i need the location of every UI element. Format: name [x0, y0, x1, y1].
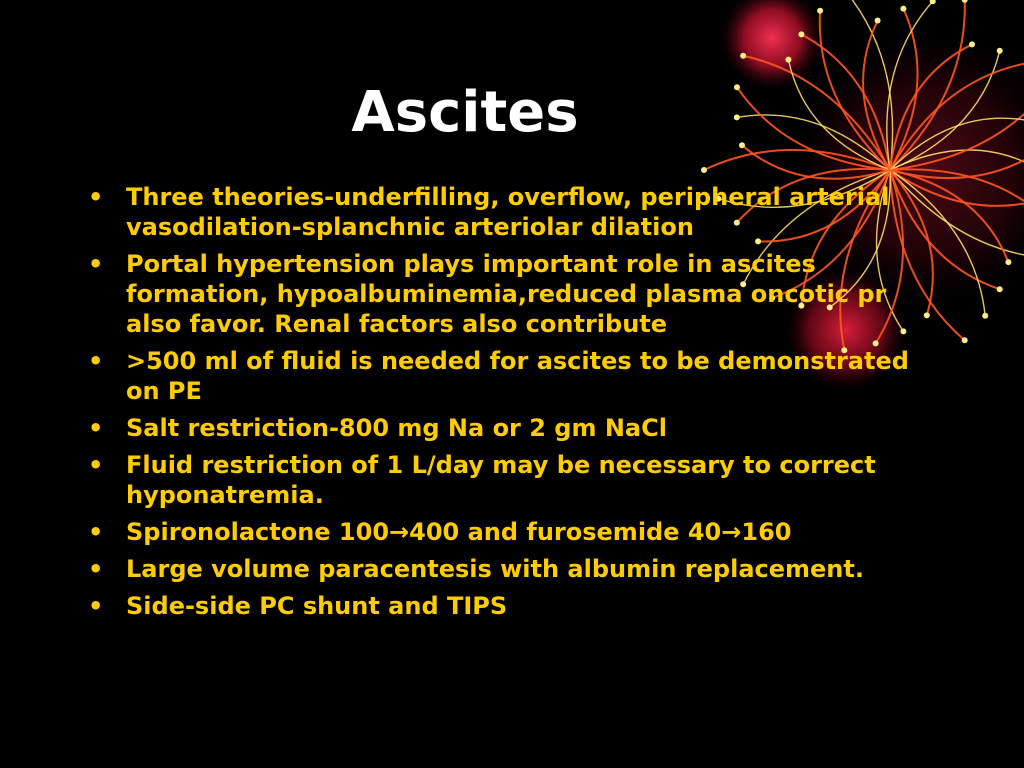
bullet-text: Portal hypertension plays important role in ascites formation, hypoalbuminemia,reduced plasma oncotic pr also favor. Renal factors also contribute	[126, 250, 887, 338]
bullet-text: Salt restriction-800 mg Na or 2 gm NaCl	[126, 414, 667, 442]
list-item	[86, 249, 936, 339]
list-item	[86, 517, 936, 547]
bullet-icon: •	[88, 451, 104, 479]
firework-spark	[785, 57, 791, 63]
firework-spark	[969, 41, 975, 47]
list-item	[86, 554, 936, 584]
list-item	[86, 450, 936, 510]
firework-spark	[997, 286, 1003, 292]
bullet-list	[86, 182, 936, 628]
firework-spark	[875, 18, 881, 24]
bullet-icon: •	[88, 555, 104, 583]
firework-spark	[798, 31, 804, 37]
firework-spark	[1005, 259, 1011, 265]
list-item	[86, 346, 936, 406]
bullet-icon: •	[88, 414, 104, 442]
firework-spark	[997, 48, 1003, 54]
bullet-icon: •	[88, 592, 104, 620]
firework-spark	[900, 6, 906, 12]
bullet-text: Side-side PC shunt and TIPS	[126, 592, 508, 620]
bullet-icon: •	[88, 518, 104, 546]
firework-spark	[962, 337, 968, 343]
firework-spark	[962, 0, 968, 3]
bullet-text: Three theories-underfilling, overflow, peripheral arterial vasodilation-splanchnic arteriolar dilation	[126, 183, 890, 241]
firework-spark	[817, 8, 823, 14]
firework-spark	[982, 313, 988, 319]
bullet-text: Spironolactone 100→400 and furosemide 40→160	[126, 518, 792, 546]
slide-title: Ascites	[351, 80, 579, 145]
bullet-text: Large volume paracentesis with albumin replacement.	[126, 555, 864, 583]
list-item	[86, 591, 936, 621]
list-item	[86, 413, 936, 443]
bullet-icon: •	[88, 250, 104, 278]
bullet-icon: •	[88, 183, 104, 211]
bullet-icon: •	[88, 347, 104, 375]
bullet-text: Fluid restriction of 1 L/day may be necessary to correct hyponatremia.	[126, 451, 876, 509]
bullet-text: >500 ml of fluid is needed for ascites to be demonstrated on PE	[126, 347, 909, 405]
firework-spark	[701, 167, 707, 173]
firework-spark	[740, 53, 746, 59]
list-item	[86, 182, 936, 242]
